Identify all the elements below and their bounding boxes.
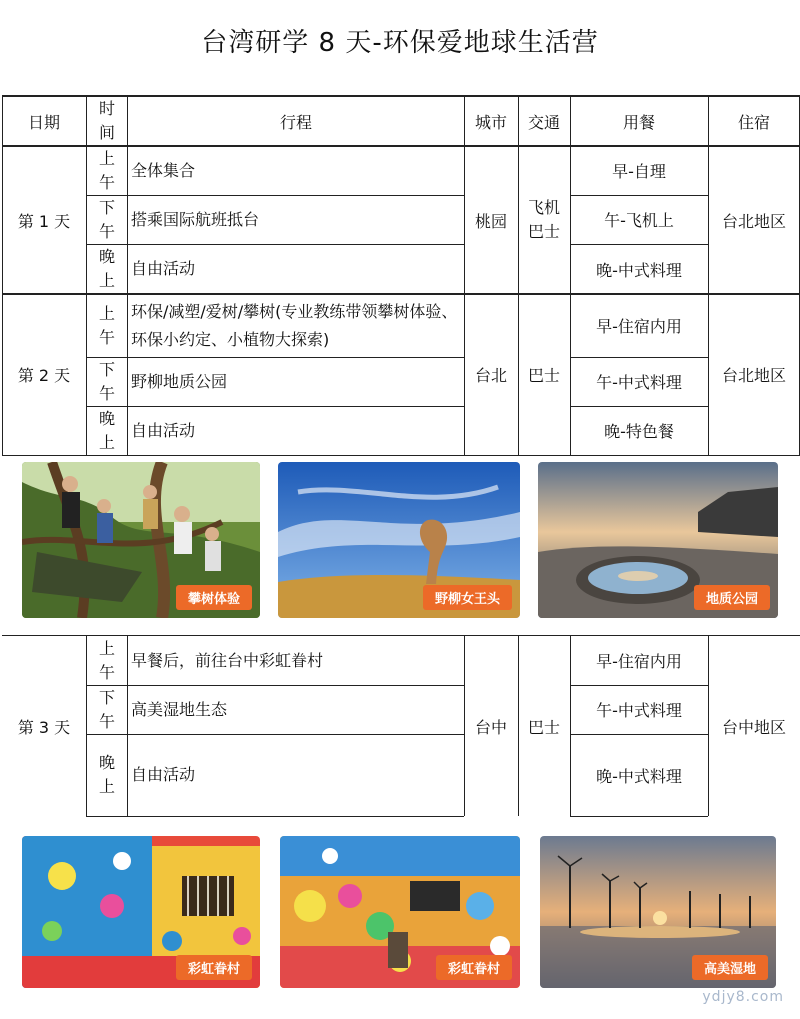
table-rule [127, 95, 128, 455]
table-rule [708, 635, 709, 816]
day-label: 第 3 天 [17, 717, 71, 737]
photo-caption: 彩虹眷村 [176, 955, 252, 980]
time-slot: 上 午 [98, 303, 115, 347]
table-rule [570, 734, 708, 735]
table-rule [570, 406, 708, 407]
photo-caption: 攀树体验 [176, 585, 252, 610]
header-lodging: 住宿 [737, 112, 770, 132]
table-rule [570, 195, 708, 196]
lodging: 台中地区 [721, 717, 786, 737]
photo-rainbow-village-1 [22, 836, 260, 988]
city: 台中 [474, 717, 507, 737]
table-rule [86, 244, 464, 245]
activity: 搭乘国际航班抵台 [131, 209, 260, 229]
table-rule [86, 635, 87, 816]
header-transport: 交通 [527, 112, 560, 132]
time-slot: 下 午 [98, 197, 115, 241]
photo-gaomei-wetland [540, 836, 776, 988]
table-rule [2, 145, 800, 147]
time-slot: 上 午 [98, 638, 115, 682]
transport: 飞机 巴士 [527, 198, 560, 241]
meal: 早-住宿内用 [596, 317, 682, 336]
table-rule [2, 455, 800, 456]
table-rule [86, 357, 464, 358]
activity: 自由活动 [131, 259, 196, 278]
meal: 早-住宿内用 [596, 652, 682, 671]
header-meals: 用餐 [622, 112, 655, 132]
activity: 早餐后，前往台中彩虹眷村 [131, 650, 324, 670]
time-slot: 下 午 [98, 687, 115, 731]
time-slot: 上 午 [98, 148, 115, 192]
table-rule [127, 635, 128, 816]
time-slot: 下 午 [98, 359, 115, 403]
photo-caption: 高美湿地 [692, 955, 768, 980]
table-rule [86, 685, 464, 686]
day-label: 第 2 天 [17, 366, 71, 385]
city: 台北 [474, 366, 507, 385]
day-label: 第 1 天 [17, 211, 71, 231]
photo-caption: 野柳女王头 [423, 585, 512, 610]
header-date: 日期 [27, 112, 60, 132]
time-slot: 晚 上 [98, 753, 115, 796]
header-itinerary: 行程 [279, 112, 312, 132]
table-rule [570, 635, 571, 816]
photo-geopark [538, 462, 778, 618]
meal: 午-中式料理 [596, 373, 682, 392]
lodging: 台北地区 [721, 211, 786, 231]
table-rule [2, 95, 800, 97]
meal: 晚-中式料理 [596, 260, 682, 280]
photo-queens-head [278, 462, 520, 618]
activity: 环保/减塑/爱树/攀树(专业教练带领攀树体验、环保小约定、小植物大探索) [131, 301, 458, 349]
table-rule [708, 95, 709, 455]
activity: 高美湿地生态 [131, 699, 228, 719]
table-rule [2, 95, 3, 455]
table-rule [518, 635, 519, 816]
transport: 巴士 [527, 717, 560, 737]
time-slot: 晚 上 [98, 247, 115, 290]
photo-tree-climbing [22, 462, 260, 618]
meal: 午-中式料理 [596, 701, 682, 720]
page-title: 台湾研学 8 天-环保爱地球生活营 [201, 28, 599, 58]
photo-caption: 地质公园 [694, 585, 770, 610]
meal: 晚-中式料理 [596, 766, 682, 786]
lodging: 台北地区 [721, 366, 786, 385]
table-rule [570, 244, 708, 245]
photo-caption: 彩虹眷村 [436, 955, 512, 980]
table-rule [86, 816, 464, 817]
table-rule [2, 635, 800, 636]
table-rule [464, 95, 465, 455]
table-rule [86, 195, 464, 196]
activity: 野柳地质公园 [131, 371, 228, 391]
table-rule [570, 816, 708, 817]
header-city: 城市 [474, 112, 507, 132]
time-slot: 晚 上 [98, 408, 115, 452]
table-rule [2, 293, 800, 295]
photo-rainbow-village-2 [280, 836, 520, 988]
meal: 晚-特色餐 [604, 422, 674, 441]
table-rule [570, 357, 708, 358]
meal: 午-飞机上 [604, 211, 674, 230]
activity: 全体集合 [131, 160, 196, 180]
table-rule [464, 635, 465, 816]
table-rule [86, 734, 464, 735]
table-rule [570, 685, 708, 686]
watermark: ydjy8.com [702, 989, 784, 1005]
table-rule [570, 95, 571, 455]
meal: 早-自理 [612, 162, 666, 181]
activity: 自由活动 [131, 765, 196, 784]
header-time: 时 间 [98, 99, 115, 142]
city: 桃园 [474, 211, 507, 231]
table-rule [86, 95, 87, 455]
table-rule [86, 406, 464, 407]
transport: 巴士 [527, 366, 560, 385]
table-rule [518, 95, 519, 455]
activity: 自由活动 [131, 420, 196, 440]
